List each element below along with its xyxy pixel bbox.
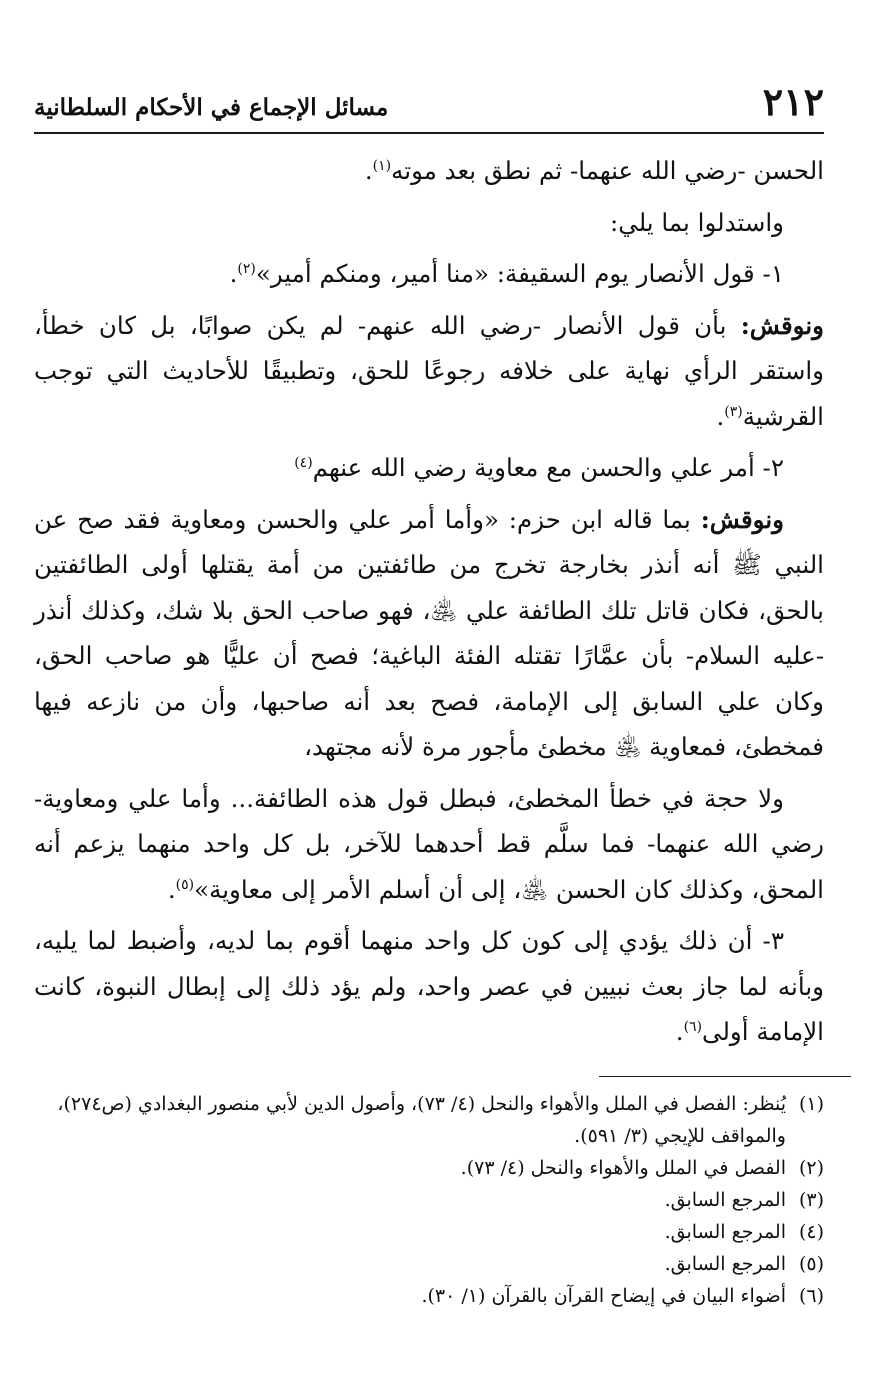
paragraph-text: بأن قول الأنصار -رضي الله عنهم- لم يكن صوابًا، بل كان خطأ، واستقر الرأي نهاية على خلافه رجوعًا للحق، وتطبيقًا للأحاديث التي توجب القرشية bbox=[34, 310, 824, 431]
paragraph-text: ولا حجة في خطأ المخطئ، فبطل قول هذه الطائفة... وأما علي ومعاوية- رضي الله عنهما- فما سلَّم قط أحدهما للآخر، بل كل واحد منهما يزعم أنه المحق، وكذلك كان الحسن ﵁، إلى أن أسلم الأمر إلى معاوية» bbox=[34, 783, 824, 904]
footnote-text: أضواء البيان في إيضاح القرآن بالقرآن (١/ ٣٠). bbox=[421, 1285, 786, 1307]
footnote-reference: (٥) bbox=[175, 876, 195, 893]
paragraph-1 bbox=[34, 148, 824, 194]
footnote-text: المرجع السابق. bbox=[664, 1189, 786, 1211]
paragraph-text: ١- قول الأنصار يوم السقيفة: «منا أمير، ومنكم أمير» bbox=[255, 259, 784, 288]
footnote-number: (٥) bbox=[798, 1253, 824, 1275]
main-text bbox=[34, 148, 824, 1061]
paragraph-text: الحسن -رضي الله عنهما- ثم نطق بعد موته bbox=[391, 156, 824, 185]
page-number: ٢١٢ bbox=[762, 79, 824, 124]
paragraph-6 bbox=[34, 497, 824, 770]
footnote-divider bbox=[599, 1076, 851, 1077]
footnote-reference: (٦) bbox=[683, 1018, 703, 1035]
running-title: مسائل الإجماع في الأحكام السلطانية bbox=[34, 94, 389, 121]
paragraph-2 bbox=[34, 200, 824, 246]
footnote bbox=[34, 1216, 824, 1248]
footnote bbox=[34, 1152, 824, 1184]
footnote bbox=[34, 1248, 824, 1280]
paragraph-tail: . bbox=[716, 401, 725, 431]
paragraph-tail: . bbox=[675, 1017, 684, 1046]
paragraph-text: بما قاله ابن حزم: «وأما أمر علي والحسن ومعاوية فقد صح عن النبي ﷺ أنه أنذر بخارجة تخرج من طائفتين من أمة يقتلها أولى الطائفتين بالحق، فكان قاتل تلك الطائفة علي ﵁، فهو صاحب الحق بلا شك، وكذلك أنذر -عليه السلام- بأن عمَّارًا تقتله الفئة الباغية؛ فصح أن عليًّا هو صاحب الحق، وكان علي السابق إلى الإمامة، فصح بعد أنه صاحبها، وأن من نازعه فيها فمخطئ، فمعاوية ﵁ مخطئ مأجور مرة لأنه مجتهد، bbox=[34, 504, 824, 761]
footnote bbox=[34, 1280, 824, 1312]
page-header bbox=[34, 78, 824, 134]
footnote-reference: (٣) bbox=[724, 403, 743, 420]
footnotes bbox=[34, 1088, 824, 1312]
footnote-number: (١) bbox=[798, 1093, 824, 1115]
footnote-number: (٤) bbox=[798, 1221, 824, 1243]
paragraph-text: واستدلوا بما يلي: bbox=[610, 207, 784, 237]
paragraph-tail: . bbox=[167, 874, 176, 904]
paragraph-3 bbox=[34, 251, 824, 297]
footnote-number: (٣) bbox=[798, 1189, 824, 1211]
discussion-lead: ونوقش: bbox=[740, 310, 824, 340]
footnote-text: المرجع السابق. bbox=[664, 1253, 786, 1275]
paragraph-text: ٣- أن ذلك يؤدي إلى كون كل واحد منهما أقوم بما لديه، وأضبط لما يليه، وبأنه لما جاز بعث نبيين في عصر واحد، ولم يؤد ذلك إلى إبطال النبوة، كانت الإمامة أولى bbox=[34, 926, 824, 1046]
footnote-text: الفصل في الملل والأهواء والنحل (٤/ ٧٣). bbox=[460, 1157, 786, 1179]
footnote-number: (٢) bbox=[798, 1157, 824, 1179]
paragraph-7 bbox=[34, 776, 824, 913]
discussion-lead: ونوقش: bbox=[700, 504, 784, 534]
footnote-reference: (٤) bbox=[294, 454, 313, 471]
footnote-text: المرجع السابق. bbox=[664, 1221, 786, 1243]
paragraph-4 bbox=[34, 303, 824, 440]
paragraph-tail: . bbox=[364, 156, 373, 185]
paragraph-tail: . bbox=[229, 259, 238, 288]
paragraph-text: ٢- أمر علي والحسن مع معاوية رضي الله عنهم bbox=[312, 453, 784, 482]
footnote-number: (٦) bbox=[798, 1285, 824, 1307]
footnote bbox=[34, 1184, 824, 1216]
footnote bbox=[34, 1088, 824, 1152]
paragraph-8 bbox=[34, 918, 824, 1055]
footnote-text: يُنظر: الفصل في الملل والأهواء والنحل (٤/ ٧٣)، وأصول الدين لأبي منصور البغدادي (ص٢٧٤)، والمواقف للإيجي (٣/ ٥٩١). bbox=[57, 1093, 786, 1147]
footnote-reference: (١) bbox=[372, 157, 392, 174]
footnote-reference: (٢) bbox=[237, 260, 256, 277]
paragraph-5 bbox=[34, 445, 824, 491]
